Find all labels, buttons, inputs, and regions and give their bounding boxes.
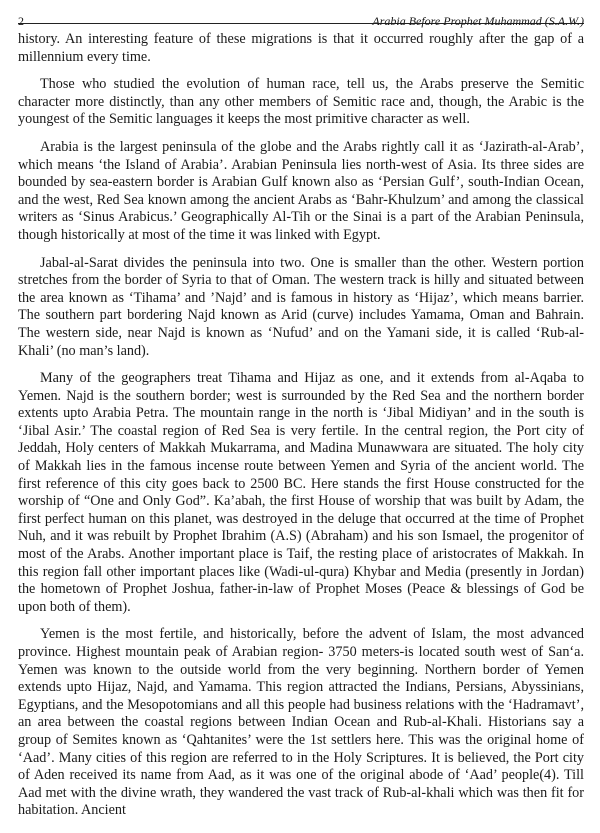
running-title: Arabia Before Prophet Muhammad (S.A.W.) (372, 14, 584, 28)
paragraph-yemen: Yemen is the most fertile, and historically, before the advent of Islam, the most advanced province. Highest mountain peak of Arabian region- 3750 meters-is located south west of San‘a. Yemen was known to the outside world from the very beginning. Northern border of Yemen extends upto Hijaz, Najd, and Yamama. This region attracted the Indians, Persians, Abyssinians, Egyptians, and the Mesopotomians and all this people had business relations with the ‘Hadramavt’, an area between the coastal regions between Indian Ocean and Rub-al-Khali. Historians say a group of Semites known as ‘Qahtanites’ were the 1st settlers here. This was the original home of ‘Aad’. Many cities of this region are referred to in the Holy Scriptures. It is believed, the Port city of Aden received its name from Aad, as it was one of the original abode of ‘Aad’ people(4). Till Aad met with the divine wrath, they wandered the vast track of Rub-al-khali which was then fit for habitation. Ancient (18, 626, 584, 819)
page-body (18, 24, 584, 820)
page-number: 2 (18, 14, 24, 28)
paragraph-tihama-hijaz: Many of the geographers treat Tihama and Hijaz as one, and it extends from al-Aqaba to Yemen. Najd is the southern border; west is surrounded by the Red Sea and the northern border extents upto Arabia Petra. The mountain range in the north is ‘Jibal Midiyan’ and in the south is ‘Jibal Asir.’ The coastal region of Red Sea is very fertile. In the central region, the Port city of Jeddah, Holy centers of Makkah Mukarrama, and Madina Munawwara are situated. The holy city of Makkah lies in the famous incense route between Yemen and Syria of the ancient world. The first reference of this city goes back to 2500 BC. Here stands the first House constructed for the worship of “One and Only God”. Ka’abah, the first House of worship that was built by Adam, the first perfect human on this planet, was destroyed in the deluge that occurred at the time of Prophet Nuh, and it was rebuilt by Prophet Ibrahim (A.S) (Abraham) and his son Ismael, the progenitor of most of the Arabs. Another important place is Taif, the resting place of aristocrates of Makkah. In this region fall other important places like (Wadi-ul-qura) Khybar and Media (presently in Jordan) the hometown of Prophet Joshua, father-in-law of Prophet Moses (Peace & blessings of God be upon both of them). (18, 370, 584, 615)
paragraph-continuation: history. An interesting feature of these migrations is that it occurred roughly after the gap of a millennium every time. (18, 31, 584, 65)
paragraph-semitic-character: Those who studied the evolution of human race, tell us, the Arabs preserve the Semitic character more distinctly, than any other members of Semitic race and, though, the Arabic is the youngest of the Semitic languages it keeps the most primitive character as well. (18, 76, 584, 128)
page-header (18, 0, 584, 28)
paragraph-jabal-al-sarat: Jabal-al-Sarat divides the peninsula into two. One is smaller than the other. Western portion stretches from the border of Syria to that of Oman. The western track is hilly and situated between the area known as ‘Tihama’ and ’Najd’ and is famous in history as ‘Hijaz’, which means barrier. The southern part bordering Najd known as Arid (curve) includes Yamama, Oman and Bahrain. The western side, near Najd is known as ‘Nufud’ and on the Yamani side, it is called ‘Rub-al-Khali’ (no man’s land). (18, 254, 584, 359)
paragraph-arabian-peninsula: Arabia is the largest peninsula of the globe and the Arabs rightly call it as ‘Jazirath-al-Arab’, which means ‘the Island of Arabia’. Arabian Peninsula lies north-west of Asia. Its three sides are bounded by sea-eastern border is Arabian Gulf known also as ‘Persian Gulf’, south-Indian Ocean, and the west, Red Sea known among the ancient Arabs as ‘Bahr-Khulzum’ and among the classical writers as ‘Sinus Arabicus.’ Geographically Al-Tih or the Sinai is a part of the Arabian Peninsula, though historically at most of the time it was linked with Egypt. (18, 138, 584, 243)
